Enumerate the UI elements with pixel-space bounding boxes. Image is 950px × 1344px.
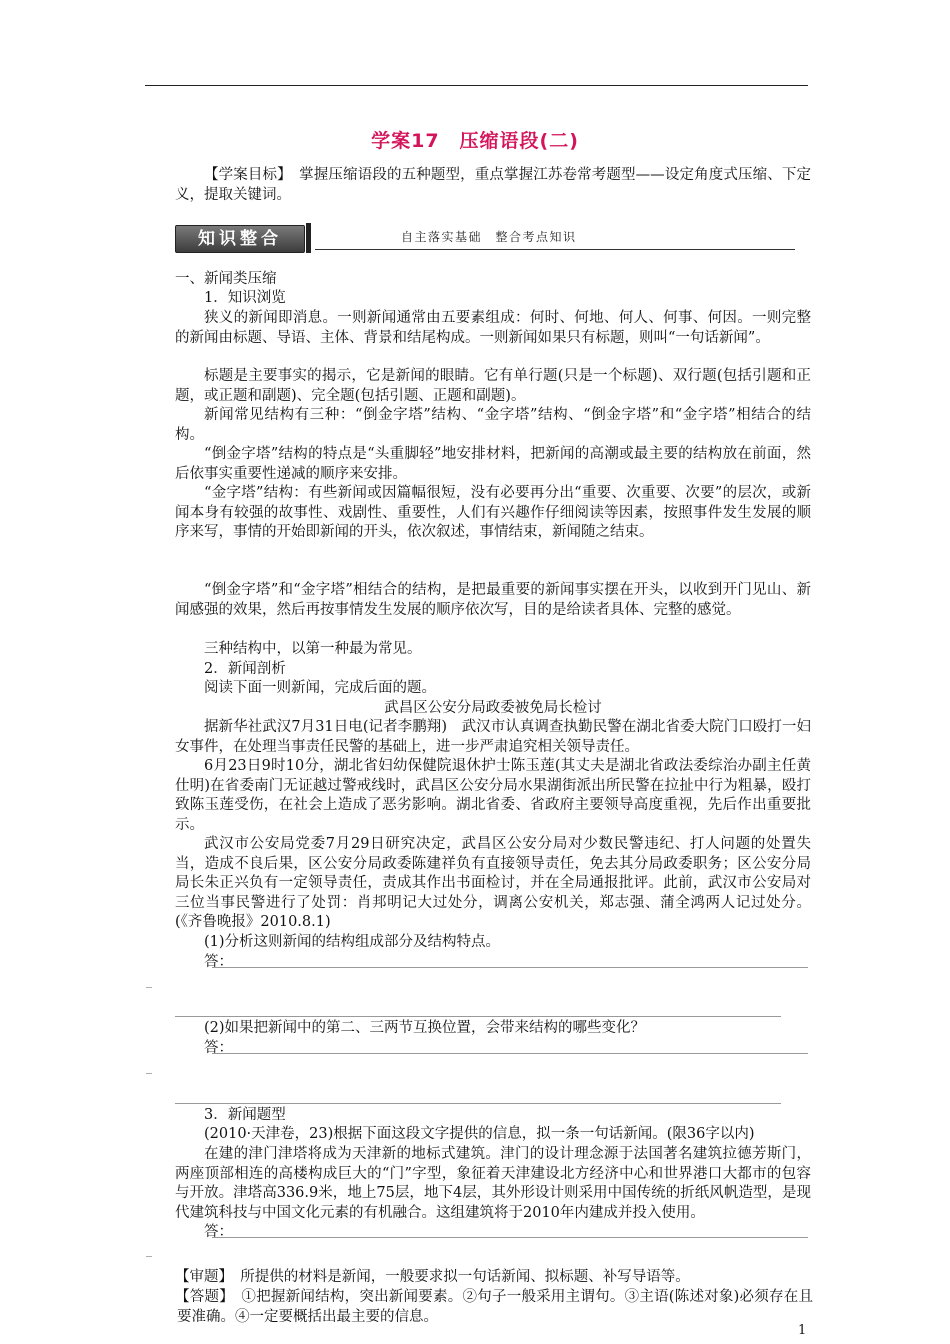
question-material: 在建的津门津塔将成为天津新的地标式建筑。津门的设计理念源于法国著名建筑拉德芳斯门，两座顶部相连的高楼构成巨大的“门”字型，象征着天津建设北方经济中心和世界港口大都市的包容与开放。津塔高336.9米，地上75层，地下4层，其外形设计则采用中国传统的折纸风帆造型，是现代建筑科技与中国文化元素的有机融合。这组建筑将于2010年内建成并投入使用。	[175, 1146, 811, 1221]
page-title: 学案17 压缩语段(二)	[371, 130, 579, 152]
paragraph: 新闻常见结构有三种：“倒金字塔”结构、“金字塔”结构、“倒金字塔”和“金字塔”相结合的结构。	[175, 407, 811, 443]
question: (2010·天津卷，23)根据下面这段文字提供的信息，拟一条一句话新闻。(限36字以内)	[204, 1126, 755, 1142]
banner-subtitle: 自主落实基础 整合考点知识	[401, 230, 577, 244]
sub-heading: 3．新闻题型	[204, 1107, 286, 1123]
section-banner	[175, 223, 811, 253]
header-rule	[145, 85, 808, 86]
page-number: 1	[798, 1323, 807, 1338]
banner-label: 知识整合	[175, 225, 305, 253]
answer-line[interactable]	[212, 1053, 808, 1054]
section-heading: 一、新闻类压缩	[175, 271, 277, 287]
paragraph: 阅读下面一则新闻，完成后面的题。	[204, 680, 436, 696]
answer-dash: _	[146, 1243, 152, 1257]
question: (2)如果把新闻中的第二、三两节互换位置，会带来结构的哪些变化？	[204, 1020, 646, 1036]
news-paragraph: 6月23日9时10分，湖北省妇幼保健院退休护士陈玉莲(其丈夫是湖北省政法委综治办副主任黄仕明)在省委南门无证越过警戒线时，武昌区公安分局水果湖街派出所民警在拉扯中行为粗暴，殴打致陈玉莲受伤，在社会上造成了恶劣影响。湖北省委、省政府主要领导高度重视，先后作出重要批示。	[175, 758, 811, 833]
banner-underline	[315, 249, 795, 250]
news-paragraph: 武汉市公安局党委7月29日研究决定，武昌区公安分局对少数民警违纪、打人问题的处置失当，造成不良后果，区公安分局政委陈建祥负有直接领导责任，免去其分局政委职务；区公安分局局长朱正兴负有一定领导责任，责成其作出书面检讨，并在全局通报批评。此前，武汉市公安局对三位当事民警进行了处罚：肖邦明记大过处分，调离公安机关，郑志强、蒲全鸿两人记过处分。(《齐鲁晚报》2010.8.1)	[175, 836, 811, 931]
answer-label: 答：	[204, 954, 233, 970]
answer-label: 答：	[204, 1224, 233, 1240]
paragraph: “倒金字塔”和“金字塔”相结合的结构，是把最重要的新闻事实摆在开头，以收到开门见山、新闻感强的效果，然后再按事情发生发展的顺序依次写，目的是给读者具体、完整的感觉。	[175, 582, 811, 618]
paragraph: 三种结构中，以第一种最为常见。	[204, 641, 422, 657]
sub-heading: 2．新闻剖析	[204, 661, 286, 677]
answer-dash: _	[146, 1060, 152, 1074]
answer-line[interactable]	[175, 1103, 781, 1104]
paragraph: 标题是主要事实的揭示，它是新闻的眼睛。它有单行题(只是一个标题)、双行题(包括引题和正题，或正题和副题)、完全题(包括引题、正题和副题)。	[175, 368, 811, 404]
learning-goal: 【学案目标】 掌握压缩语段的五种题型，重点掌握江苏卷常考题型——设定角度式压缩、下定义，提取关键词。	[175, 167, 811, 203]
banner-bar	[306, 223, 311, 253]
news-paragraph: 据新华社武汉7月31日电(记者李鹏翔) 武汉市认真调查执勤民警在湖北省委大院门口殴打一妇女事件，在处理当事责任民警的基础上，进一步严肃追究相关领导责任。	[175, 719, 811, 755]
answer-line[interactable]	[175, 1016, 781, 1017]
answer-line[interactable]	[212, 1237, 808, 1238]
paragraph: 狭义的新闻即消息。一则新闻通常由五要素组成：何时、何地、何人、何事、何因。一则完整的新闻由标题、导语、主体、背景和结尾构成。一则新闻如果只有标题，则叫“一句话新闻”。	[175, 310, 811, 346]
answer-line[interactable]	[212, 967, 808, 968]
hint-dati: 【答题】 ①把握新闻结构，突出新闻要素。②句子一般采用主谓句。③主语(陈述对象)必须存在且要准确。④一定要概括出最主要的信息。	[175, 1289, 813, 1325]
news-title: 武昌区公安分局政委被免局长检讨	[384, 700, 602, 716]
sub-heading: 1．知识浏览	[204, 290, 286, 306]
answer-dash: _	[146, 974, 152, 988]
paragraph: “金字塔”结构：有些新闻或因篇幅很短，没有必要再分出“重要、次重要、次要”的层次，或新闻本身有较强的故事性、戏剧性、重要性，人们有兴趣作仔细阅读等因素，按照事件发生发展的顺序来写，事情的开始即新闻的开头，依次叙述，事情结束，新闻随之结束。	[175, 485, 811, 541]
hint-shenti: 【审题】 所提供的材料是新闻，一般要求拟一句话新闻、拟标题、补写导语等。	[175, 1269, 690, 1285]
paragraph: “倒金字塔”结构的特点是“头重脚轻”地安排材料，把新闻的高潮或最主要的结构放在前面，然后依事实重要性递减的顺序来安排。	[175, 446, 811, 482]
answer-label: 答：	[204, 1040, 233, 1056]
question: (1)分析这则新闻的结构组成部分及结构特点。	[204, 934, 501, 950]
